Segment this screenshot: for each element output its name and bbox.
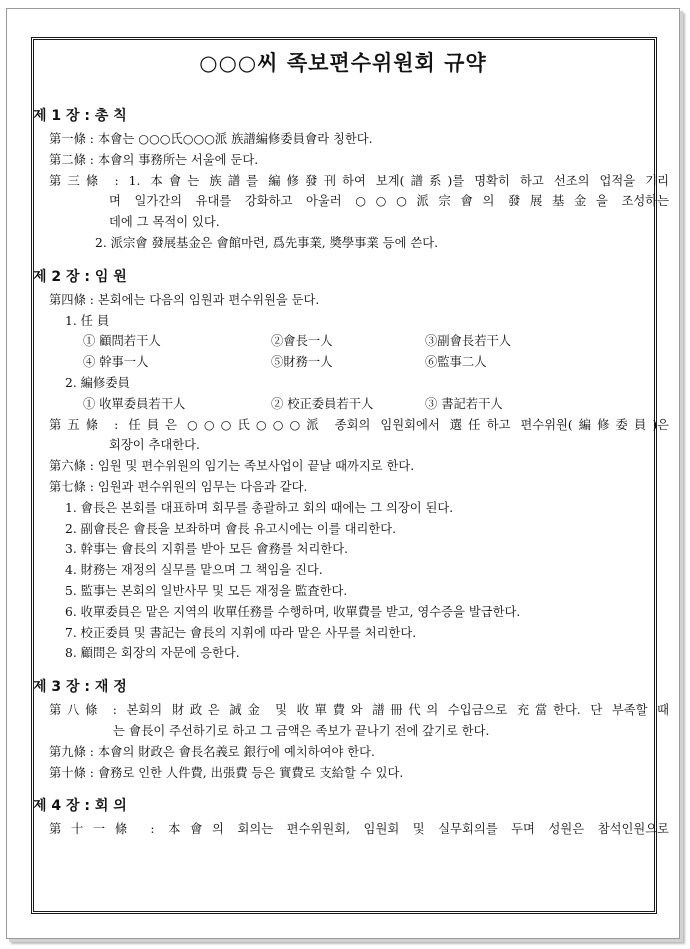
duty-6: 6. 收單委員은 맡은 지역의 收單任務를 수행하며, 收單費를 받고, 영수증을 발급한다. <box>65 604 521 619</box>
chapter-3-heading: 제 3 장 : 재 정 <box>33 679 127 696</box>
article-5-line-2: 회장이 추대한다. <box>109 438 200 453</box>
duty-8: 8. 顧問은 회장의 자문에 응한다. <box>65 646 240 661</box>
article-11-line-1: 第十一條 : 本會의 회의는 편수위원회, 임원회 및 실무회의를 두며 성원은 참석인원으로 <box>49 822 669 837</box>
duty-5: 5. 監事는 본회의 일반사무 및 모든 재정을 監査한다. <box>65 583 348 598</box>
committee-clerks: ③ 書記若干人 <box>425 396 503 411</box>
duty-7: 7. 校正委員 및 書記는 會長의 지휘에 따라 맡은 사무를 처리한다. <box>65 625 417 640</box>
section-editorial-committee: 2. 編修委員 <box>65 375 130 390</box>
officer-auditors: ⑥監事二人 <box>425 355 487 370</box>
article-4: 第四條 : 본회에는 다음의 임원과 편수위원을 둔다. <box>49 292 320 307</box>
article-3-line-1: 第三條 : 1. 本會는 族譜를 編修發刊하여 보계(譜系)를 명확히 하고 선조의 업적을 기리 <box>49 173 669 188</box>
officer-president: ②會長一人 <box>271 334 333 349</box>
article-8-line-1: 第八條 : 본회의 財政은 誠金 및 收單費와 譜冊代의 수입금으로 充當한다. 단 부족할 때 <box>49 703 669 718</box>
committee-proofreaders: ② 校正委員若干人 <box>271 396 374 411</box>
article-8-line-2: 는 會長이 주선하기로 하고 그 금액은 족보가 끝나기 전에 갚기로 한다. <box>113 723 490 738</box>
article-3-item-2: 2. 派宗會 發展基金은 會館마련, 爲先事業, 奬學事業 등에 쓴다. <box>95 235 439 250</box>
officer-vice-president: ③副會長若干人 <box>425 334 512 349</box>
chapter-2-heading: 제 2 장 : 임 원 <box>33 268 127 285</box>
article-1: 第一條 : 本會는 ○○○氏○○○派 族譜編修委員會라 칭한다. <box>49 132 373 146</box>
committee-row <box>33 394 669 415</box>
officers-row-2 <box>33 352 669 373</box>
chapter-1-heading: 제 1 장 : 총 칙 <box>33 108 127 124</box>
duty-3: 3. 幹事는 會長의 지휘를 받아 모든 會務를 처리한다. <box>65 542 349 557</box>
article-10: 第十條 : 會務로 인한 人件費, 出張費 등은 實費로 支給할 수 있다. <box>49 765 404 780</box>
article-2: 第二條 : 本會의 事務所는 서울에 둔다. <box>49 152 259 167</box>
officers-row-1 <box>33 331 669 352</box>
duty-4: 4. 財務는 재정의 실무를 맡으며 그 책임을 진다. <box>65 563 323 578</box>
duty-2: 2. 副會長은 會長을 보좌하며 會長 유고시에는 이를 대리한다. <box>65 521 397 536</box>
article-5-line-1: 第五條 : 任員은 ○○○氏○○○派 종회의 임원회에서 選任하고 편수위원(編修委員)은 <box>49 417 669 432</box>
committee-collectors: ① 收單委員若干人 <box>83 396 186 411</box>
article-3-line-2: 며 일가간의 유대를 강화하고 아울러 ○○○派宗會의 發展基金을 조성하는 <box>109 194 669 209</box>
article-9: 第九條 : 本會의 財政은 會長名義로 銀行에 예치하여야 한다. <box>49 744 375 759</box>
officer-advisors: ① 顧問若干人 <box>83 334 161 349</box>
document-body <box>33 105 669 840</box>
document-title: ○○○씨 족보편수위원회 규약 <box>199 51 487 75</box>
duty-1: 1. 會長은 본회를 대표하며 회무를 총괄하고 회의 때에는 그 의장이 된다. <box>65 500 454 515</box>
officer-secretary-general: ④ 幹事一人 <box>83 355 149 370</box>
officer-treasurer: ⑤財務一人 <box>271 355 333 370</box>
article-7: 第七條 : 임원과 편수위원의 임무는 다음과 같다. <box>49 479 308 494</box>
article-6: 第六條 : 임원 및 편수위원의 임기는 족보사업이 끝날 때까지로 한다. <box>49 459 415 474</box>
chapter-4-heading: 제 4 장 : 회 의 <box>33 798 127 815</box>
section-officers: 1. 任 員 <box>65 313 110 328</box>
article-3-line-3: 데에 그 목적이 있다. <box>109 215 220 230</box>
document-page <box>6 8 680 939</box>
